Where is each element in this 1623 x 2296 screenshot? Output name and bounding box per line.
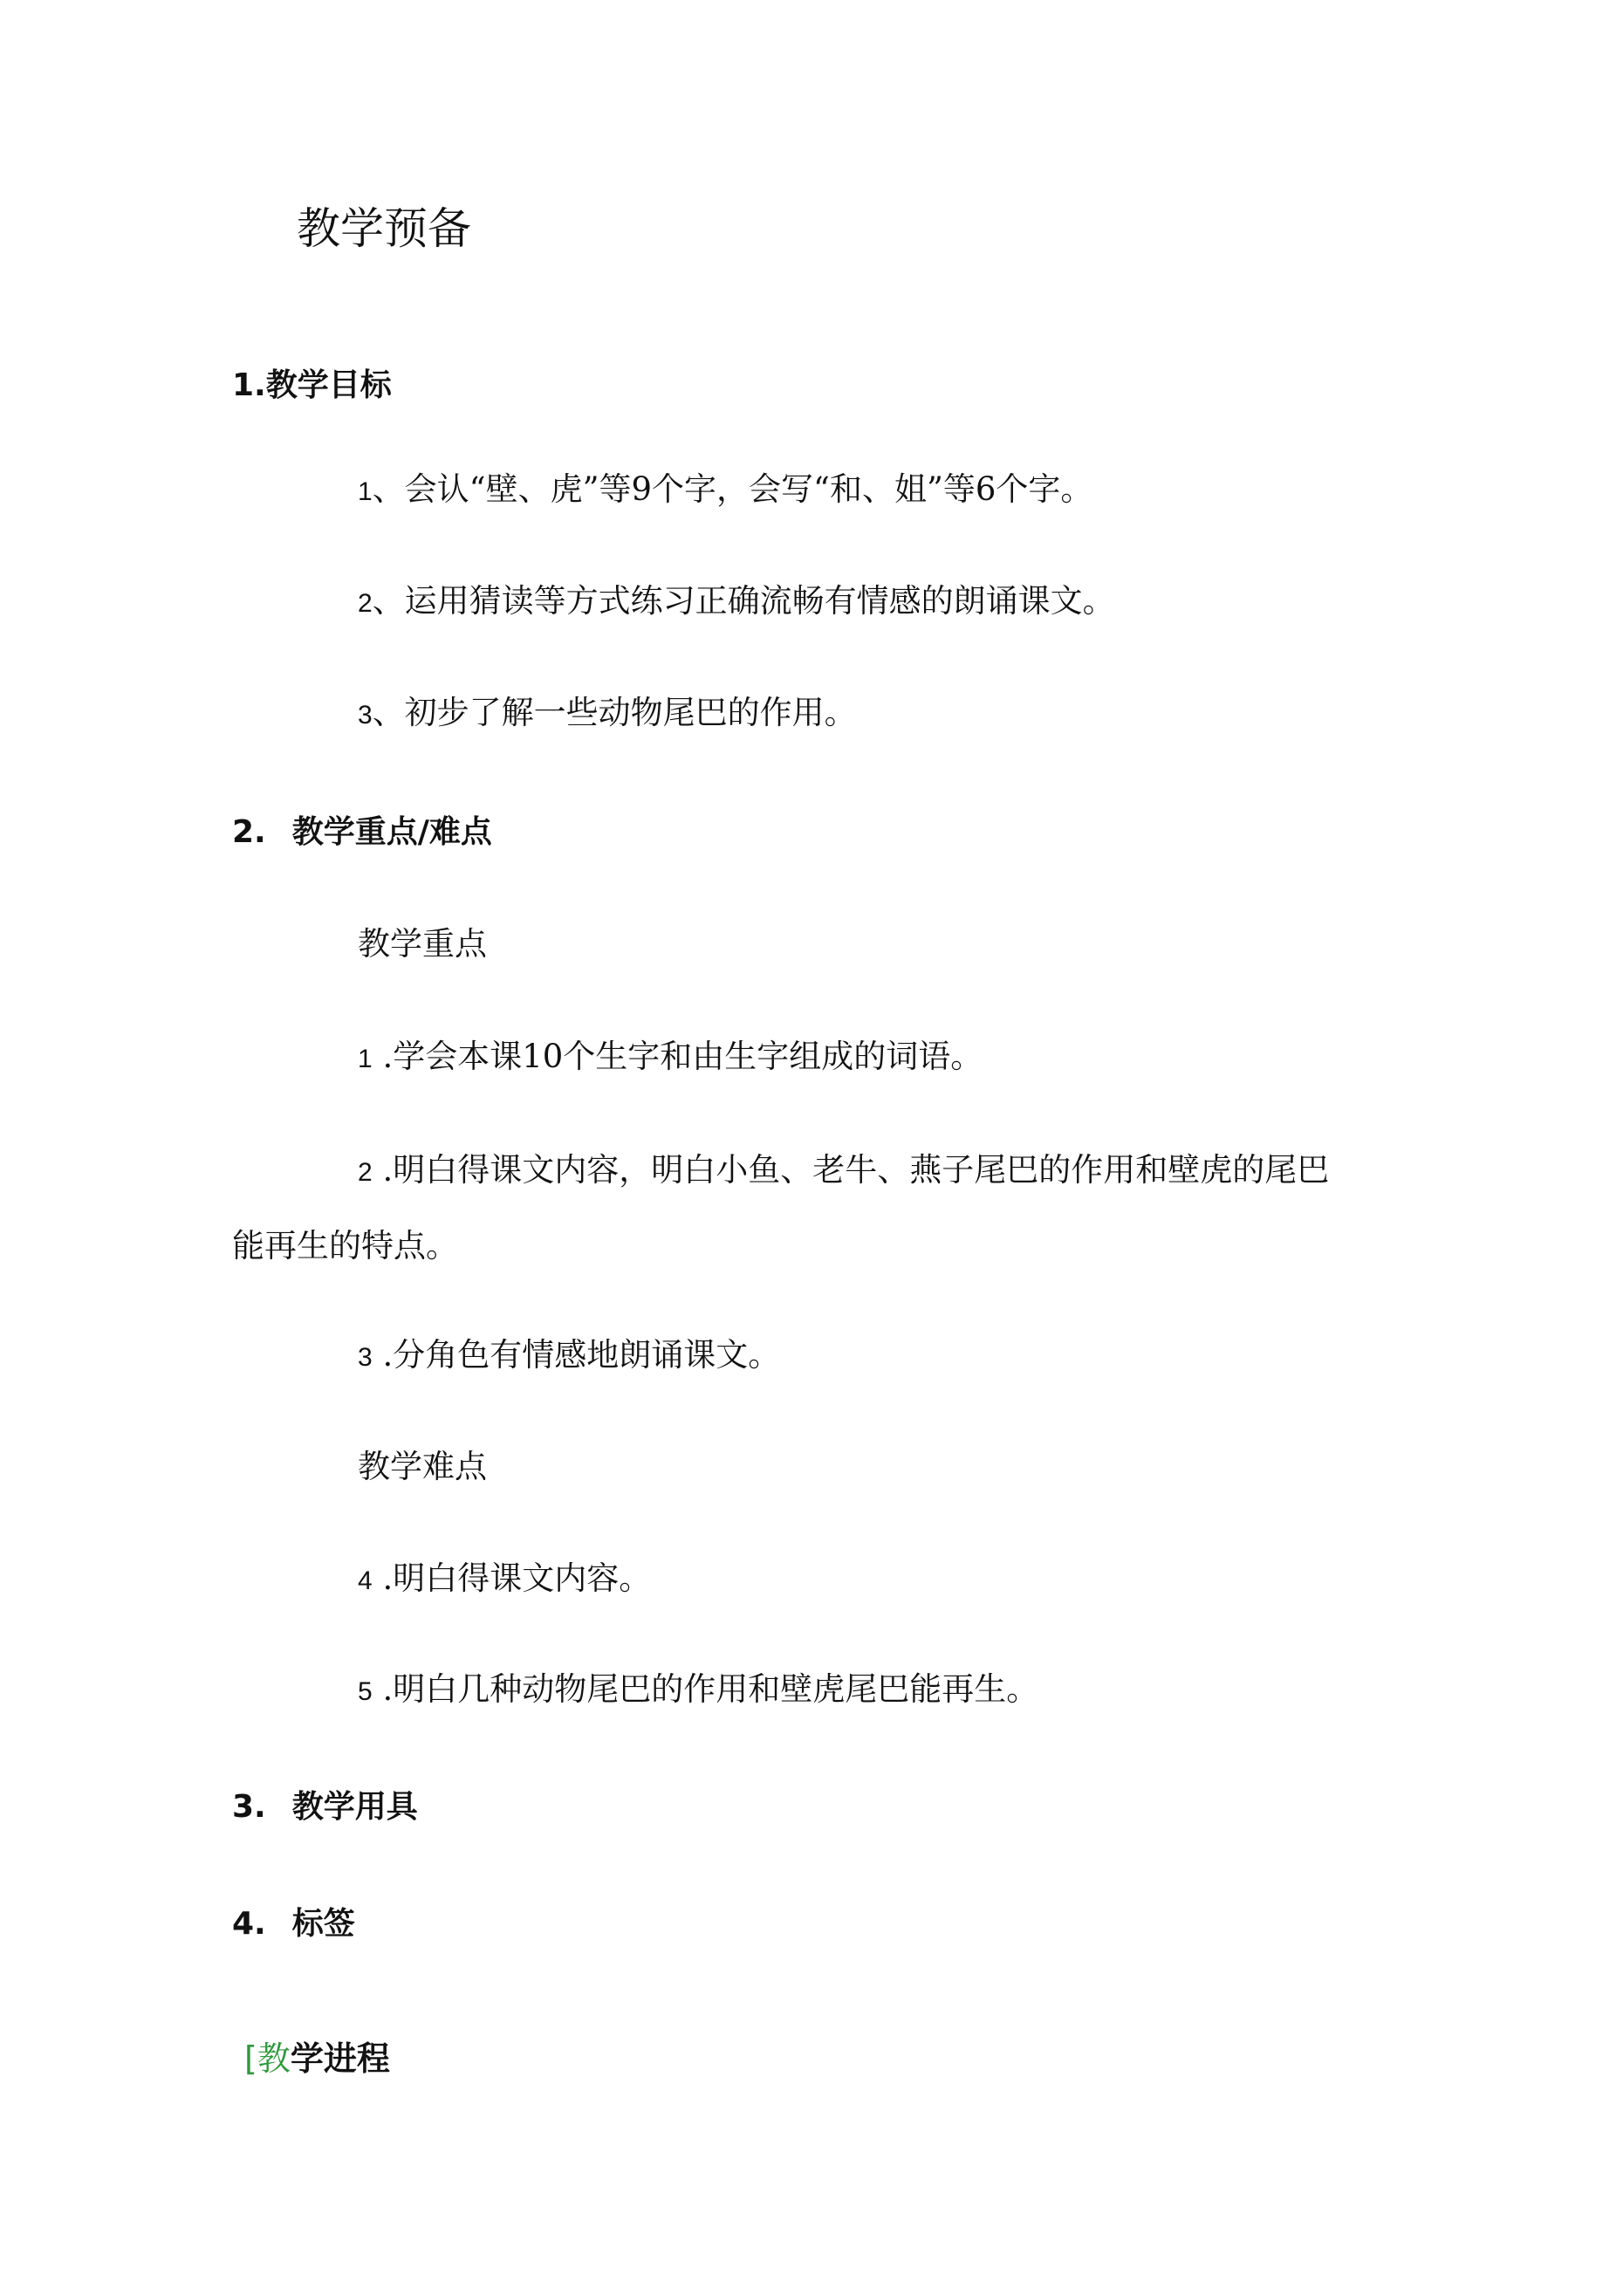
item-number: 2 <box>358 1158 373 1187</box>
item-text: .学会本课10个生字和由生字组成的词语。 <box>372 1038 983 1075</box>
item-number: 5 <box>358 1677 373 1706</box>
item-text: .明白几种动物尾巴的作用和壁虎尾巴能再生。 <box>372 1670 1039 1708</box>
teaching-process-heading <box>244 2032 390 2080</box>
page-title: 教学预备 <box>297 203 471 254</box>
key-point-item <box>358 1328 780 1375</box>
section-heading-tools <box>232 1782 418 1827</box>
difficulties-heading: 教学难点 <box>358 1448 487 1485</box>
section-label: 标签 <box>291 1906 355 1942</box>
difficulty-item <box>358 1662 1038 1710</box>
section-number: 1. <box>232 367 266 403</box>
objective-item <box>358 463 1092 510</box>
item-text: .明白得课文内容。 <box>372 1559 652 1597</box>
item-text: 、运用猜读等方式练习正确流畅有情感的朗诵课文。 <box>372 582 1115 620</box>
item-text: .分角色有情感地朗诵课文。 <box>372 1336 781 1374</box>
process-bracket: [ <box>244 2039 257 2078</box>
section-label: 教学重点/难点 <box>291 814 492 850</box>
item-number: 3 <box>358 701 373 730</box>
process-text: 学进程 <box>290 2039 390 2078</box>
process-green-text: 教 <box>257 2039 291 2078</box>
item-text: 、初步了解一些动物尾巴的作用。 <box>372 694 857 731</box>
item-number: 2 <box>358 589 373 618</box>
objective-item <box>358 574 1115 621</box>
section-number: 3. <box>232 1789 266 1825</box>
item-number: 4 <box>358 1566 373 1595</box>
item-text: 、会认“壁、虎”等9个字，会写“和、姐”等6个字。 <box>372 470 1093 508</box>
key-points-heading: 教学重点 <box>358 925 487 963</box>
item-text: .明白得课文内容，明白小鱼、老牛、燕子尾巴的作用和壁虎的尾巴 <box>372 1151 1330 1189</box>
section-heading-keypoints <box>232 807 492 852</box>
key-point-item <box>358 1030 983 1077</box>
section-label: 教学用具 <box>291 1789 418 1825</box>
key-point-item <box>358 1143 1329 1190</box>
section-heading-tags <box>232 1899 355 1943</box>
objective-item <box>358 686 857 733</box>
difficulty-item <box>358 1552 651 1599</box>
section-number: 4. <box>232 1906 266 1942</box>
key-point-continuation: 能再生的特点。 <box>232 1227 458 1265</box>
item-number: 3 <box>358 1343 373 1372</box>
item-number: 1 <box>358 1045 373 1073</box>
section-heading-objectives <box>232 360 392 405</box>
item-number: 1 <box>358 477 373 506</box>
section-label: 教学目标 <box>265 367 392 403</box>
section-number: 2. <box>232 814 266 850</box>
